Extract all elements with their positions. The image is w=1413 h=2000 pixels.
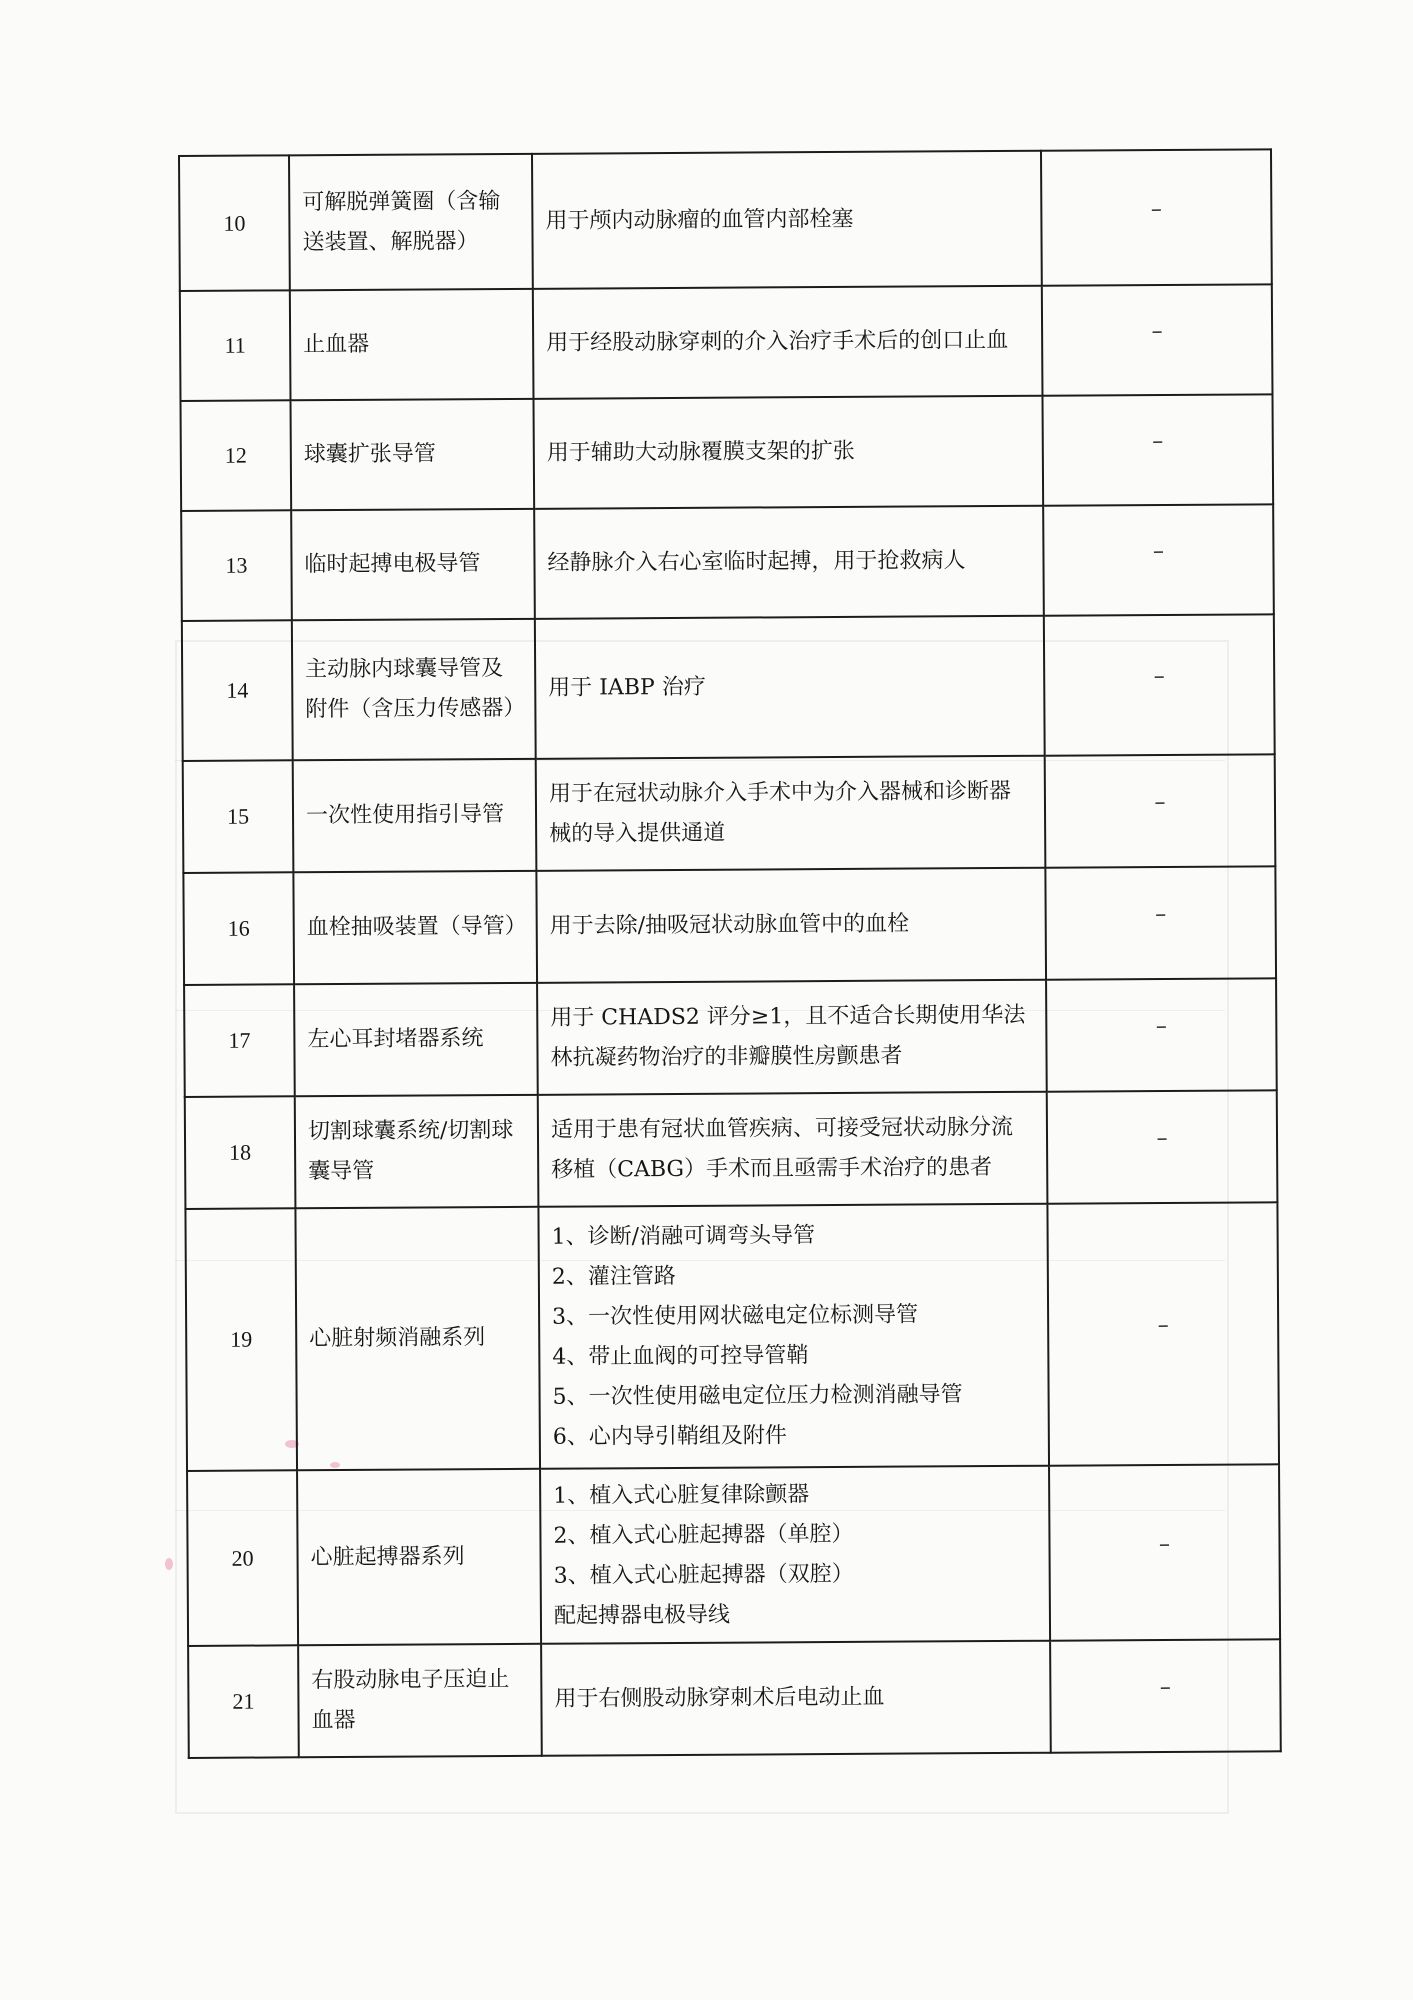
device-use-line: 1、植入式心脏复律除颤器 — [553, 1481, 810, 1509]
remark-dash: – — [1152, 428, 1164, 455]
table-row — [183, 866, 1276, 985]
remark-dash: – — [1156, 1125, 1168, 1152]
device-use-line: 3、植入式心脏起搏器（双腔） — [553, 1561, 854, 1589]
device-name: 球囊扩张导管 — [291, 399, 535, 510]
row-number: 14 — [182, 620, 293, 761]
remark-cell — [1041, 149, 1272, 285]
device-use — [541, 1641, 1051, 1756]
device-use — [540, 1466, 1050, 1644]
remark-cell — [1050, 1639, 1281, 1752]
device-name: 血栓抽吸装置（导管） — [293, 871, 537, 984]
remark-cell — [1044, 614, 1275, 755]
remark-dash: – — [1157, 1312, 1169, 1339]
remark-cell — [1045, 866, 1276, 979]
device-name: 左心耳封堵器系统 — [294, 983, 538, 1096]
remark-dash: – — [1154, 789, 1166, 816]
row-number: 18 — [185, 1096, 296, 1209]
row-number: 12 — [181, 400, 292, 511]
remark-dash: – — [1153, 663, 1165, 690]
remark-dash: – — [1150, 196, 1162, 222]
device-use — [533, 286, 1043, 399]
row-number: 13 — [181, 510, 292, 621]
device-name: 切割球囊系统/切割球囊导管 — [295, 1095, 539, 1208]
remark-dash: – — [1155, 1013, 1167, 1040]
device-use-line: 4、带止血阀的可控导管鞘 — [552, 1343, 809, 1370]
remark-cell — [1047, 1202, 1279, 1465]
remark-dash: – — [1158, 1531, 1171, 1557]
device-use — [536, 756, 1046, 871]
device-use-line: 5、一次性使用磁电定位压力检测消融导管 — [552, 1382, 963, 1410]
ink-stain — [165, 1558, 173, 1570]
device-use — [538, 1092, 1048, 1207]
remark-dash: – — [1159, 1674, 1171, 1701]
row-number: 20 — [187, 1470, 298, 1646]
device-name: 一次性使用指引导管 — [293, 759, 537, 872]
device-use-line: 用于经股动脉穿刺的介入治疗手术后的创口止血 — [546, 327, 1009, 356]
device-name: 止血器 — [290, 289, 534, 400]
device-use — [533, 396, 1043, 509]
device-table — [178, 148, 1282, 1759]
device-use — [536, 868, 1046, 983]
device-name: 心脏起搏器系列 — [297, 1469, 541, 1645]
device-use-line: 3、一次性使用网状磁电定位标测导管 — [552, 1302, 919, 1330]
device-use-line: 1、诊断/消融可调弯头导管 — [551, 1223, 816, 1250]
remark-cell — [1045, 754, 1276, 867]
device-use-line: 用于辅助大动脉覆膜支架的扩张 — [546, 438, 855, 466]
table-row — [180, 284, 1273, 401]
table-row — [182, 614, 1275, 761]
remark-cell — [1042, 394, 1273, 505]
device-name: 右股动脉电子压迫止血器 — [298, 1644, 542, 1757]
remark-cell — [1043, 504, 1274, 615]
remark-cell — [1047, 1090, 1278, 1203]
device-use-line: 6、心内导引鞘组及附件 — [552, 1423, 787, 1450]
device-use-line: 2、植入式心脏起搏器（单腔） — [553, 1521, 854, 1549]
device-use — [532, 151, 1042, 289]
device-use — [535, 616, 1045, 759]
device-use-line: 经静脉介入右心室临时起搏，用于抢救病人 — [547, 548, 966, 576]
remark-cell — [1042, 284, 1273, 395]
remark-dash: – — [1155, 901, 1167, 928]
device-use — [534, 506, 1044, 619]
device-use-line: 用于 CHADS2 评分≥1，且不适合长期使用华法林抗凝药物治疗的非瓣膜性房颤患者 — [550, 1002, 1026, 1071]
device-use-line: 2、灌注管路 — [551, 1263, 676, 1290]
table-row — [181, 394, 1274, 511]
table-row — [183, 754, 1276, 873]
device-use-line: 用于颅内动脉瘤的血管内部栓塞 — [545, 206, 854, 234]
device-use — [538, 1204, 1049, 1469]
remark-dash: – — [1152, 538, 1165, 565]
table-row — [181, 504, 1274, 621]
remark-cell — [1049, 1464, 1280, 1640]
table-row — [185, 1202, 1279, 1471]
table-row — [187, 1464, 1280, 1646]
device-name: 心脏射频消融系列 — [295, 1207, 540, 1470]
row-number: 17 — [184, 984, 295, 1097]
table-row — [184, 978, 1277, 1097]
device-use-line: 用于去除/抽吸冠状动脉血管中的血栓 — [549, 911, 910, 939]
device-name: 临时起搏电极导管 — [291, 509, 535, 620]
remark-dash: – — [1151, 318, 1163, 345]
device-use-line: 用于 IABP 治疗 — [548, 674, 706, 701]
remark-cell — [1046, 978, 1277, 1091]
row-number: 16 — [183, 872, 294, 985]
device-name: 可解脱弹簧圈（含输送装置、解脱器） — [289, 154, 533, 290]
table-row — [185, 1090, 1278, 1209]
table-row — [188, 1639, 1281, 1758]
device-use-line: 用于在冠状动脉介入手术中为介入器械和诊断器械的导入提供通道 — [548, 778, 1011, 847]
device-name: 主动脉内球囊导管及附件（含压力传感器） — [292, 619, 536, 760]
row-number: 10 — [179, 155, 290, 291]
device-table-body — [179, 149, 1281, 1758]
device-use-line: 用于右侧股动脉穿刺术后电动止血 — [554, 1684, 885, 1712]
row-number: 11 — [180, 290, 291, 401]
row-number: 19 — [185, 1208, 297, 1471]
device-use — [537, 980, 1047, 1095]
table-row — [179, 149, 1272, 291]
device-use-line: 适用于患有冠状血管疾病、可接受冠状动脉分流移植（CABG）手术而且亟需手术治疗的患者 — [550, 1114, 1014, 1183]
row-number: 21 — [188, 1645, 299, 1758]
row-number: 15 — [183, 760, 294, 873]
device-use-line: 配起搏器电极导线 — [553, 1602, 731, 1629]
